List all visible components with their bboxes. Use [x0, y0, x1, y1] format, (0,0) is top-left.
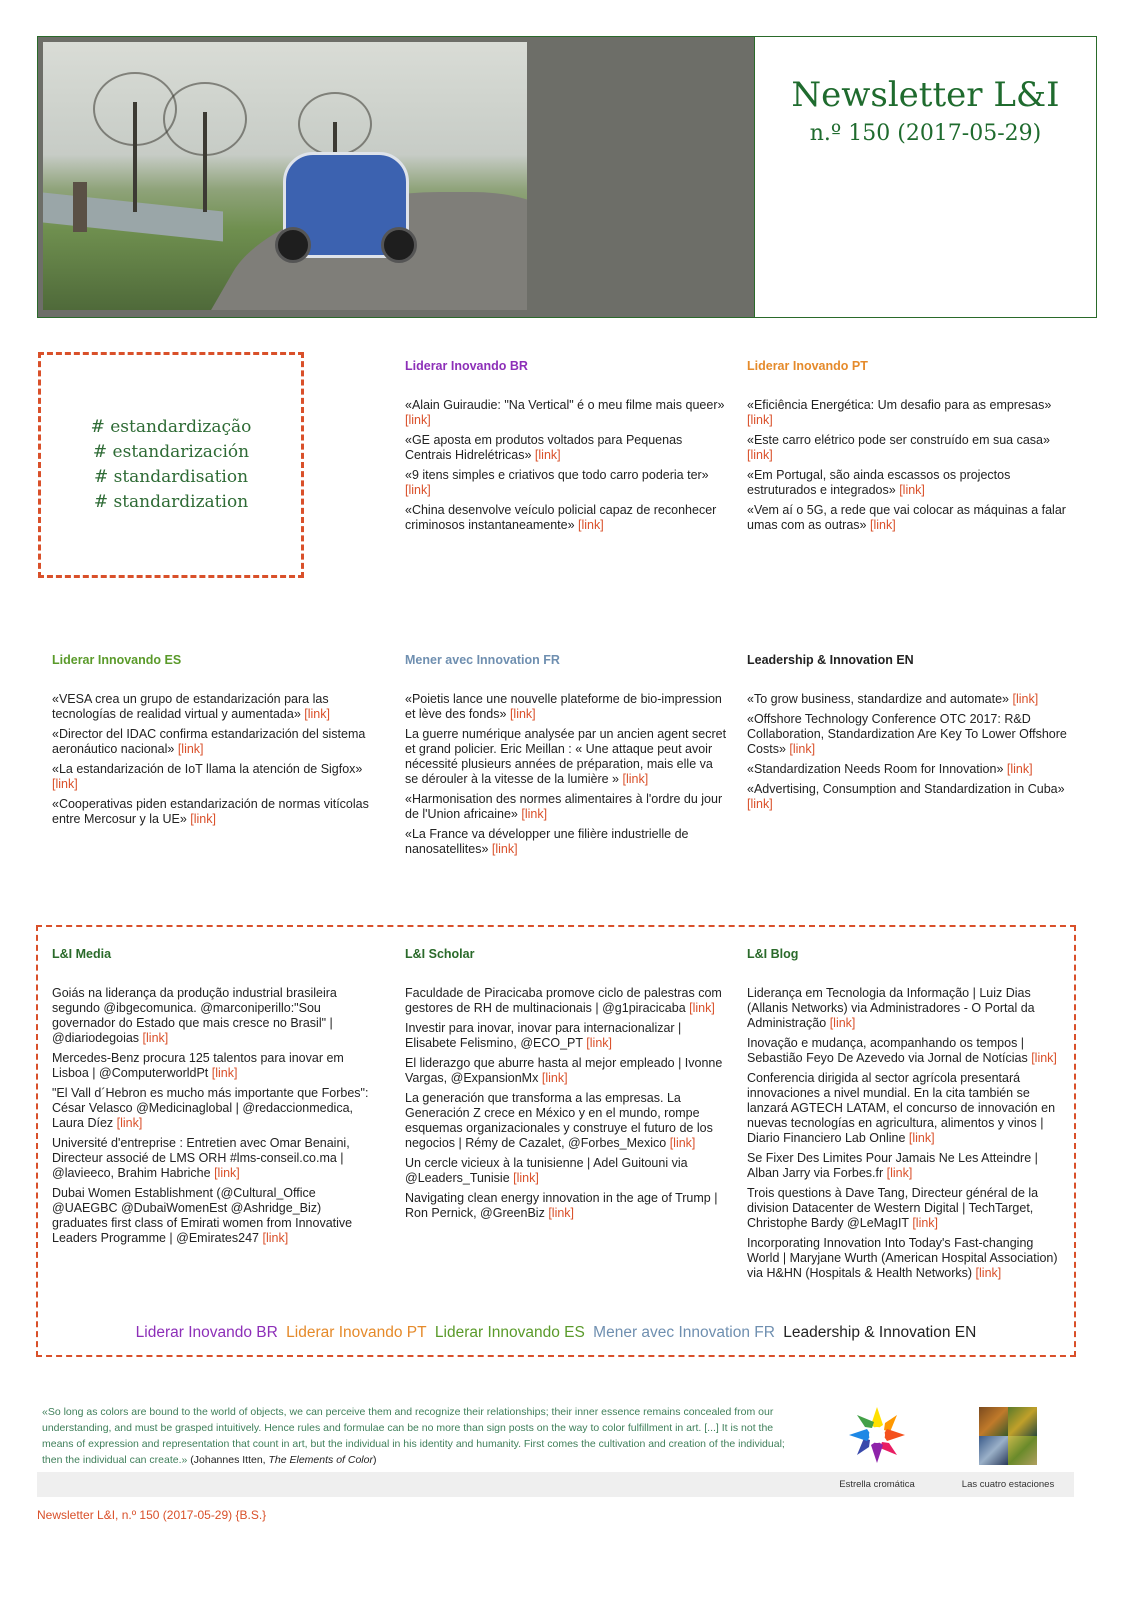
list-item: La guerre numérique analysée par un ancien agent secret et grand policier. Eric Meillan : « Une attaque peut avoir nécessité plusieurs années de préparation, mais elle va se dérouler à la vitesse de la lumière » [link]: [405, 727, 727, 786]
list-item: Incorporating Innovation Into Today's Fast-changing World | Maryjane Wurth (American Hospital Association) via H&HN (Hospitals & Health Networks) [link]: [747, 1236, 1058, 1280]
section-heading[interactable]: Liderar Innovando ES: [52, 653, 182, 667]
colophon: Newsletter L&I, n.º 150 (2017-05-29) {B.S.}: [37, 1508, 267, 1522]
list-item: Liderança em Tecnologia da Informação | Luiz Dias (Allanis Networks) via Administradores - O Portal da Administração [link]: [747, 986, 1035, 1030]
color-star-icon[interactable]: [847, 1405, 907, 1465]
list-item: «VESA crea un grupo de estandarización para las tecnologías de realidad virtual y aumentada» [link]: [52, 692, 330, 721]
list-item: El liderazgo que aburre hasta al mejor empleado | Ivonne Vargas, @ExpansionMx [link]: [405, 1056, 723, 1085]
link[interactable]: [link]: [211, 1066, 238, 1080]
footer-links: [0, 1324, 1112, 1342]
link[interactable]: [link]: [975, 1266, 1002, 1280]
list-item: «9 itens simples e criativos que todo carro poderia ter» [link]: [405, 468, 709, 497]
tag-es[interactable]: # estandarización: [92, 442, 250, 462]
link[interactable]: [link]: [1006, 762, 1033, 776]
header-photo: [43, 42, 527, 310]
header-banner: [37, 36, 1097, 318]
section-heading[interactable]: L&I Media: [52, 947, 112, 961]
section-es: [52, 653, 374, 832]
list-item: «Advertising, Consumption and Standardization in Cuba» [link]: [747, 782, 1065, 811]
link[interactable]: [link]: [747, 448, 773, 462]
section-heading[interactable]: Mener avec Innovation FR: [405, 653, 560, 667]
section-heading[interactable]: Liderar Inovando BR: [405, 359, 528, 373]
link[interactable]: [link]: [190, 812, 216, 826]
seasons-image[interactable]: [979, 1407, 1037, 1465]
link[interactable]: [link]: [52, 777, 78, 791]
tag-box: [38, 352, 304, 578]
issue-number: n.º 150 (2017-05-29): [809, 121, 1042, 146]
tag-fr[interactable]: # standardisation: [93, 467, 249, 487]
link[interactable]: [link]: [789, 742, 816, 756]
list-item: Faculdade de Piracicaba promove ciclo de palestras com gestores de RH de multinacionais | @g1piracicaba [link]: [405, 986, 722, 1015]
link[interactable]: [link]: [177, 742, 204, 756]
list-item: «Alain Guiraudie: "Na Vertical" é o meu filme mais queer» [link]: [405, 398, 725, 427]
seasons-caption: Las cuatro estaciones: [961, 1479, 1055, 1490]
list-item: «GE aposta em produtos voltados para Pequenas Centrais Hidrelétricas» [link]: [405, 433, 683, 462]
itten-quote: [42, 1404, 804, 1468]
link[interactable]: [link]: [1031, 1051, 1057, 1065]
link[interactable]: [link]: [747, 413, 773, 427]
section-pt: [747, 359, 1069, 538]
list-item: "El Vall d´Hebron es mucho más importante que Forbes": César Velasco @Medicinaglobal | @redaccionmedica, Laura Díez [link]: [52, 1086, 369, 1130]
link[interactable]: [link]: [513, 1171, 539, 1185]
link[interactable]: [link]: [899, 483, 925, 497]
link[interactable]: [link]: [912, 1216, 939, 1230]
link[interactable]: [link]: [869, 518, 896, 532]
link[interactable]: [link]: [405, 413, 431, 427]
link[interactable]: [link]: [747, 797, 773, 811]
list-item: «Cooperativas piden estandarización de normas vitícolas entre Mercosur y la UE» [link]: [52, 797, 369, 826]
link[interactable]: [link]: [521, 807, 548, 821]
link[interactable]: [link]: [304, 707, 330, 721]
section-heading[interactable]: Leadership & Innovation EN: [747, 653, 914, 667]
list-item: Un cercle vicieux à la tunisienne | Adel Guitouni via @Leaders_Tunisie [link]: [405, 1156, 688, 1185]
list-item: Investir para inovar, inovar para internacionalizar | Elisabete Felismino, @ECO_PT [link]: [405, 1021, 682, 1050]
list-item: «La estandarización de IoT llama la atención de Sigfox» [link]: [52, 762, 363, 791]
star-caption: Estrella cromática: [839, 1479, 915, 1490]
link[interactable]: [link]: [262, 1231, 289, 1245]
footer-link-br[interactable]: Liderar Inovando BR: [135, 1324, 278, 1341]
list-item: La generación que transforma a las empresas. La Generación Z crece en México y en el mundo, rompe esquemas organizacionales y construye el futuro de los negocios | Rémy de Cazalet, @Forbes_Mexico [link]: [405, 1091, 713, 1150]
link[interactable]: [link]: [1012, 692, 1039, 706]
link[interactable]: [link]: [689, 1001, 715, 1015]
section-heading[interactable]: L&I Scholar: [405, 947, 475, 961]
section-heading[interactable]: Liderar Inovando PT: [747, 359, 868, 373]
link[interactable]: [link]: [491, 842, 518, 856]
list-item: «Poietis lance une nouvelle plateforme de bio-impression et lève des fonds» [link]: [405, 692, 722, 721]
footer-link-fr[interactable]: Mener avec Innovation FR: [593, 1324, 775, 1341]
list-item: «Este carro elétrico pode ser construído em sua casa» [link]: [747, 433, 1050, 462]
section-blog: [747, 947, 1069, 1286]
list-item: Goiás na liderança da produção industrial brasileira segundo @ibgecomunica. @marconiperillo:"Sou governador do Estado que mais cresce no Brasil" | @diariodegoias [link]: [52, 986, 337, 1045]
section-media: [52, 947, 374, 1251]
list-item: «Standardization Needs Room for Innovation» [link]: [747, 762, 1033, 776]
list-item: Mercedes-Benz procura 125 talentos para inovar em Lisboa | @ComputerworldPt [link]: [52, 1051, 344, 1080]
link[interactable]: [link]: [669, 1136, 696, 1150]
footer-link-pt[interactable]: Liderar Inovando PT: [286, 1324, 427, 1341]
link[interactable]: [link]: [908, 1131, 935, 1145]
link[interactable]: [link]: [829, 1016, 856, 1030]
list-item: Université d'entreprise : Entretien avec Omar Benaini, Directeur associé de LMS ORH #lms-conseil.co.ma | @lavieeco, Brahim Habriche [link]: [52, 1136, 350, 1180]
section-en: [747, 653, 1069, 817]
link[interactable]: [link]: [541, 1071, 568, 1085]
link[interactable]: [link]: [578, 518, 604, 532]
list-item: Se Fixer Des Limites Pour Jamais Ne Les Atteindre | Alban Jarry via Forbes.fr [link]: [747, 1151, 1038, 1180]
quote-text: «So long as colors are bound to the world of objects, we can perceive them and recognize their relationships; their inner essence remains concealed from our understanding, and must be grasped intuitively. Hence rules and formulae can be no more than sign posts on the way to color fulfillment in art. [...] It is not the means of expression and representation that count in art, but the individual in his identity and humanity. First comes the cultivation and creation of the individual; then the individual can create.»: [42, 1406, 785, 1466]
link[interactable]: [link]: [509, 707, 536, 721]
list-item: «To grow business, standardize and automate» [link]: [747, 692, 1039, 706]
link[interactable]: [link]: [116, 1116, 143, 1130]
link[interactable]: [link]: [548, 1206, 575, 1220]
link[interactable]: [link]: [405, 483, 431, 497]
footer-link-es[interactable]: Liderar Innovando ES: [434, 1324, 585, 1341]
list-item: «Vem aí o 5G, a rede que vai colocar as máquinas a falar umas com as outras» [link]: [747, 503, 1066, 532]
list-item: «Em Portugal, são ainda escassos os projectos estruturados e integrados» [link]: [747, 468, 1011, 497]
list-item: Dubai Women Establishment (@Cultural_Office @UAEGBC @DubaiWomenEst @Ashridge_Biz) graduates first class of Emirati women from Innovative Leaders Programme | @Emirates247 [link]: [52, 1186, 353, 1245]
tag-pt[interactable]: # estandardização: [90, 417, 252, 437]
list-item: «Director del IDAC confirma estandarización del sistema aeronáutico nacional» [link]: [52, 727, 366, 756]
list-item: «La France va développer une filière industrielle de nanosatellites» [link]: [405, 827, 689, 856]
link[interactable]: [link]: [214, 1166, 240, 1180]
list-item: «China desenvolve veículo policial capaz de reconhecer criminosos instantaneamente» [link]: [405, 503, 717, 532]
title-box: [754, 37, 1096, 317]
link[interactable]: [link]: [142, 1031, 169, 1045]
list-item: Conferencia dirigida al sector agrícola presentará innovaciones a nivel mundial. En la cita también se lanzará AGTECH LATAM, el concurso de innovación en nuevas tecnologías en agricultura, alimentos y vinos | Diario Financiero Lab Online [link]: [747, 1071, 1056, 1145]
list-item: Inovação e mudança, acompanhando os tempos | Sebastião Feyo De Azevedo via Jornal de Notícias [link]: [747, 1036, 1057, 1065]
list-item: «Offshore Technology Conference OTC 2017: R&D Collaboration, Standardization Are Key To Lower Offshore Costs» [link]: [747, 712, 1067, 756]
section-br: [405, 359, 727, 538]
section-fr: [405, 653, 727, 862]
list-item: Trois questions à Dave Tang, Directeur général de la division Datacenter de Western Digital | TechTarget, Christophe Bardy @LeMagIT [link]: [747, 1186, 1039, 1230]
list-item: «Eficiência Energética: Um desafio para as empresas» [link]: [747, 398, 1052, 427]
link[interactable]: [link]: [586, 1036, 612, 1050]
footer-link-en[interactable]: Leadership & Innovation EN: [783, 1324, 977, 1341]
link[interactable]: [link]: [534, 448, 561, 462]
section-scholar: [405, 947, 727, 1226]
list-item: «Harmonisation des normes alimentaires à l'ordre du jour de l'Union africaine» [link]: [405, 792, 723, 821]
tag-en[interactable]: # standardization: [93, 492, 249, 512]
link[interactable]: [link]: [622, 772, 649, 786]
link[interactable]: [link]: [886, 1166, 913, 1180]
quote-source: (Johannes Itten, The Elements of Color): [190, 1454, 377, 1466]
section-heading[interactable]: L&I Blog: [747, 947, 799, 961]
newsletter-title: Newsletter L&I: [791, 75, 1060, 115]
list-item: Navigating clean energy innovation in the age of Trump | Ron Pernick, @GreenBiz [link]: [405, 1191, 718, 1220]
